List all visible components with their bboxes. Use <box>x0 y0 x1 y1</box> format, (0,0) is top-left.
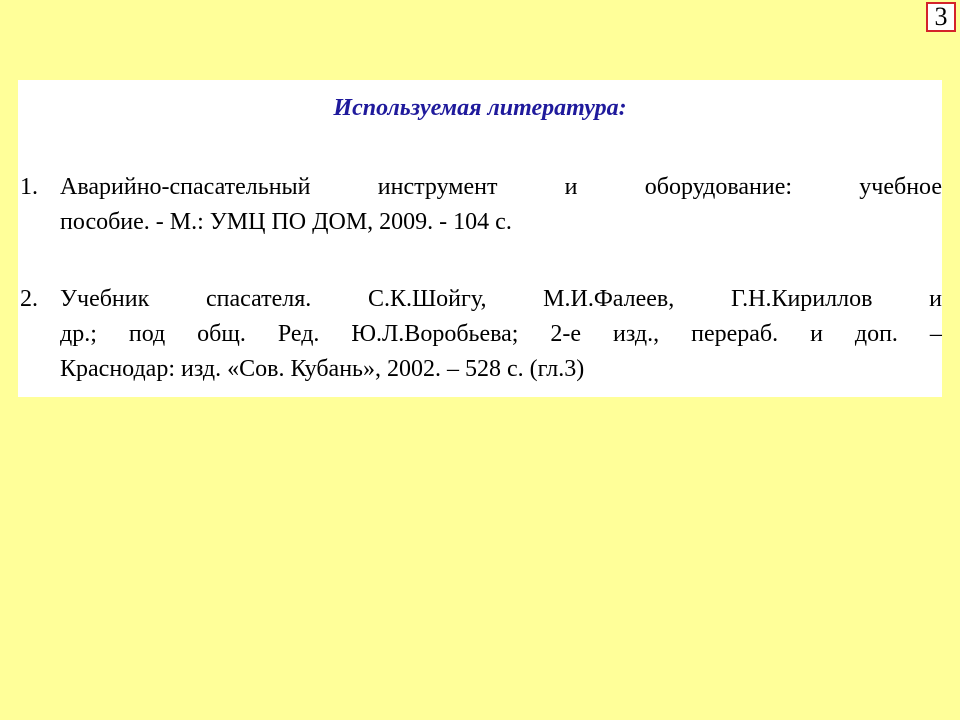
reference-word: С.К.Шойгу, <box>367 286 487 312</box>
reference-number: 2. <box>20 286 38 312</box>
reference-line: Краснодар: изд. «Сов. Кубань», 2002. – 528 с. (гл.3) <box>60 356 585 382</box>
reference-word: др.; <box>60 321 97 347</box>
reference-word: Аварийно-спасательный <box>60 174 311 200</box>
slide-number-badge: 3 <box>926 2 956 32</box>
reference-word: 2-е <box>550 321 582 347</box>
reference-word: – <box>929 321 942 347</box>
references-heading: Используемая литература: <box>333 95 627 121</box>
references-panel <box>18 80 942 397</box>
reference-word: доп. <box>854 321 898 347</box>
reference-word: оборудование: <box>644 174 793 200</box>
reference-word: Ю.Л.Воробьева; <box>351 321 519 347</box>
reference-word: и <box>564 174 578 200</box>
reference-line <box>60 282 942 317</box>
reference-word: инструмент <box>377 174 498 200</box>
reference-word: изд., <box>613 321 660 347</box>
reference-word: и <box>929 286 942 312</box>
reference-word: Г.Н.Кириллов <box>730 286 873 312</box>
reference-word: учебное <box>859 174 942 200</box>
reference-number: 1. <box>20 174 38 200</box>
reference-word: спасателя. <box>205 286 312 312</box>
reference-line <box>60 170 942 205</box>
reference-line: пособие. - М.: УМЦ ПО ДОМ, 2009. - 104 с. <box>60 209 512 235</box>
reference-word: и <box>810 321 823 347</box>
reference-word: Ред. <box>277 321 320 347</box>
reference-word: перераб. <box>691 321 779 347</box>
reference-word: под <box>128 321 166 347</box>
reference-word: М.И.Фалеев, <box>543 286 675 312</box>
reference-word: Учебник <box>60 286 150 312</box>
reference-word: общ. <box>197 321 246 347</box>
reference-line <box>60 317 942 352</box>
